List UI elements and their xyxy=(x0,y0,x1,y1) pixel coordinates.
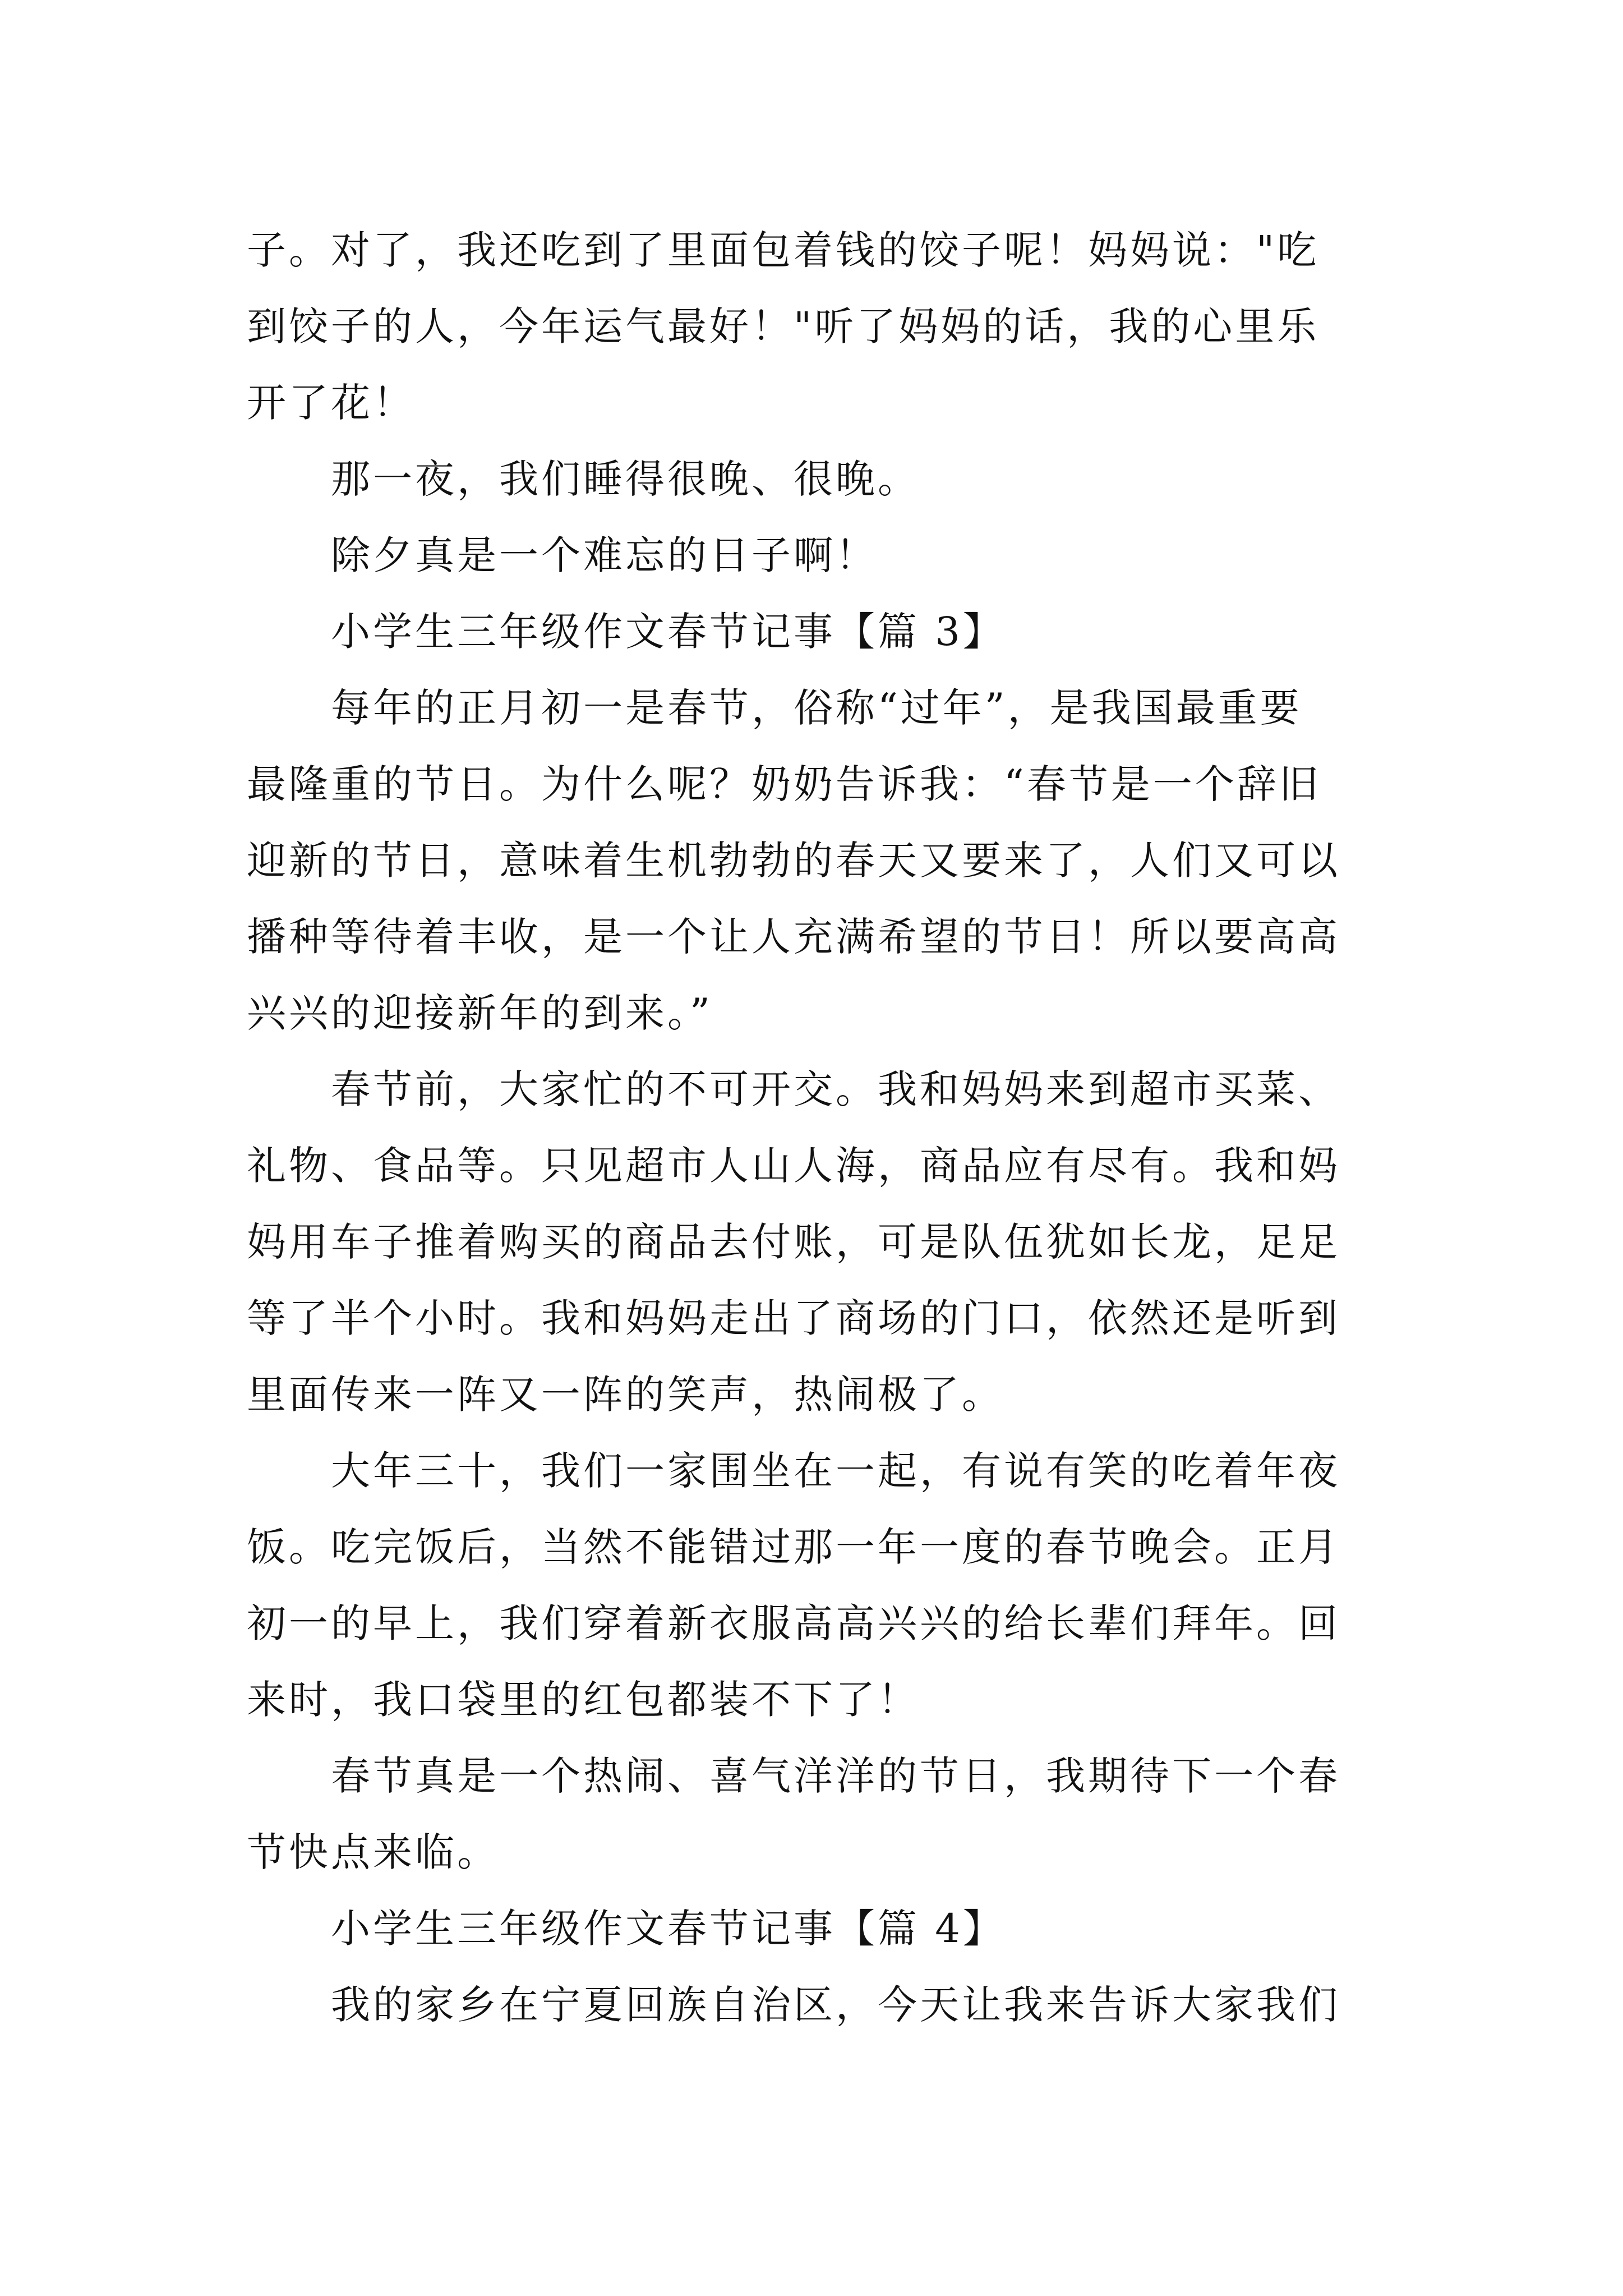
text-line: 春节前，大家忙的不可开交。我和妈妈来到超市买菜、 xyxy=(331,1066,1340,1112)
text-line: 最隆重的节日。为什么呢？奶奶告诉我：“春节是一个辞旧 xyxy=(247,761,1321,807)
text-line: 开了花！ xyxy=(247,380,415,426)
text-line: 到饺子的人，今年运气最好！"听了妈妈的话，我的心里乐 xyxy=(247,303,1320,349)
text-line: 里面传来一阵又一阵的笑声，热闹极了。 xyxy=(247,1372,1004,1418)
text-line: 春节真是一个热闹、喜气洋洋的节日，我期待下一个春 xyxy=(331,1753,1340,1799)
text-line: 那一夜，我们睡得很晚、很晚。 xyxy=(331,456,920,502)
document-body xyxy=(247,212,1385,2043)
text-line: 除夕真是一个难忘的日子啊！ xyxy=(331,532,878,578)
text-line: 妈用车子推着购买的商品去付账，可是队伍犹如长龙，足足 xyxy=(247,1219,1340,1265)
text-line: 我的家乡在宁夏回族自治区，今天让我来告诉大家我们 xyxy=(331,1982,1340,2028)
text-line: 每年的正月初一是春节，俗称“过年”，是我国最重要 xyxy=(331,685,1302,731)
text-line: 礼物、食品等。只见超市人山人海，商品应有尽有。我和妈 xyxy=(247,1143,1340,1189)
text-line: 初一的早上，我们穿着新衣服高高兴兴的给长辈们拜年。回 xyxy=(247,1600,1340,1646)
text-line: 大年三十，我们一家围坐在一起，有说有笑的吃着年夜 xyxy=(331,1448,1340,1494)
text-line: 播种等待着丰收，是一个让人充满希望的节日！所以要高高 xyxy=(247,914,1340,960)
text-line: 饭。吃完饭后，当然不能错过那一年一度的春节晚会。正月 xyxy=(247,1524,1340,1570)
text-line: 节快点来临。 xyxy=(247,1829,499,1875)
text-line: 迎新的节日，意味着生机勃勃的春天又要来了，人们又可以 xyxy=(247,838,1340,884)
text-line: 兴兴的迎接新年的到来。” xyxy=(247,990,713,1036)
text-line: 子。对了，我还吃到了里面包着钱的饺子呢！妈妈说："吃 xyxy=(247,227,1320,273)
text-line: 来时，我口袋里的红包都装不下了！ xyxy=(247,1677,920,1723)
text-line: 等了半个小时。我和妈妈走出了商场的门口，依然还是听到 xyxy=(247,1295,1340,1341)
section-heading: 小学生三年级作文春节记事【篇 4】 xyxy=(331,1906,1005,1952)
section-heading: 小学生三年级作文春节记事【篇 3】 xyxy=(331,609,1005,655)
